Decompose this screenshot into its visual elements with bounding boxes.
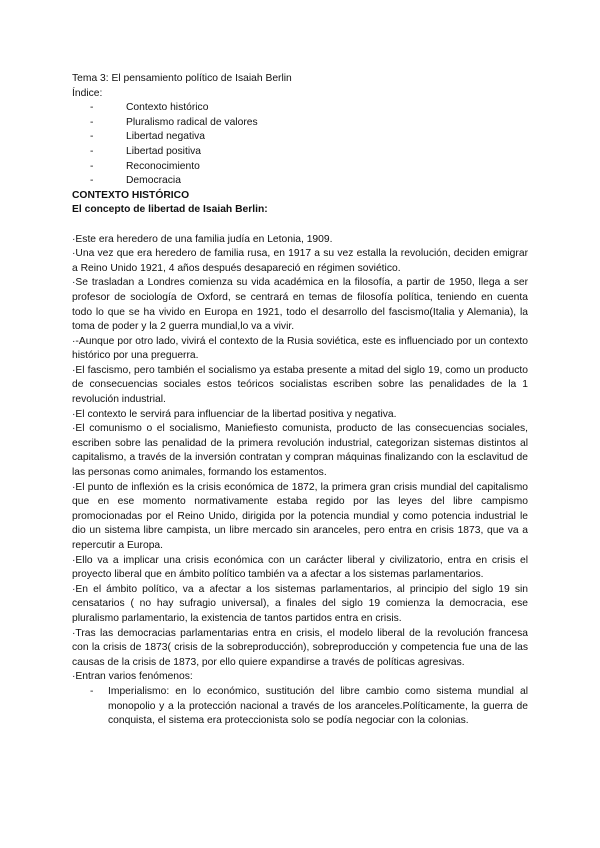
paragraph: ·Este era heredero de una familia judía en Letonia, 1909. <box>72 233 333 245</box>
paragraph: ·Una vez que era heredero de familia rusa, en 1917 a su vez estalla la revolución, deciden emigrar a Reino Unido 1921, 4 años después desapareció en régimen soviético. <box>72 248 528 274</box>
index-item <box>72 160 528 175</box>
index-item-text: Libertad positiva <box>126 145 201 157</box>
index-item <box>72 145 528 160</box>
dash-marker: - <box>90 145 94 157</box>
bullet-text: Imperialismo: en lo económico, sustitución del libre cambio como sistema mundial al monopolio y a la protección nacional a través de los aranceles.Políticamente, la guerra de conquista, el sistema era proteccionista solo se podía negociar con la colonias. <box>108 685 528 727</box>
index-item-text: Contexto histórico <box>126 102 209 114</box>
index-item <box>72 130 528 145</box>
dash-marker: - <box>90 685 94 697</box>
paragraph: ·El contexto le servirá para influenciar de la libertad positiva y negativa. <box>72 408 397 420</box>
index-item-text: Democracia <box>126 175 181 187</box>
dash-marker: - <box>90 102 94 114</box>
paragraph: ·En el ámbito político, va a afectar a los sistemas parlamentarios, al principio del siglo 19 sin censatarios ( no hay sufragio universal), a finales del siglo 19 comienza la democracia, ese pluralismo parlamentario, la existencia de tantos partidos entra en crisis. <box>72 583 528 624</box>
index-item-text: Pluralismo radical de valores <box>126 116 258 128</box>
document-title: Tema 3: El pensamiento político de Isaiah Berlin <box>72 73 292 84</box>
dash-marker: - <box>90 160 94 172</box>
paragraph: ·El comunismo o el socialismo, Maniefiesto comunista, producto de las consecuencias sociales, escriben sobre las penalidad de la primera revolución industrial, categorizan sistemas distintos al capitalismo, a través de la inversión contratan y compran máquinas finalizando con la esclavitud de las personas como animales, formando los estamentos. <box>72 423 528 479</box>
paragraph: ·El fascismo, pero también el socialismo ya estaba presente a mitad del siglo 19, como un producto de consecuencias sociales estos teóricos socialistas escriben sobre las penalidades de la 1 revolución industrial. <box>72 364 528 406</box>
index-item <box>72 174 528 189</box>
paragraph: ·-Aunque por otro lado, vivirá el contexto de la Rusia soviética, este es influenciado por un contexto histórico por una preguerra. <box>72 335 528 362</box>
section-heading: CONTEXTO HISTÓRICO <box>72 189 190 201</box>
index-item-text: Reconocimiento <box>126 160 200 172</box>
paragraph: ·Entran varios fenómenos: <box>72 671 193 683</box>
index-item <box>72 101 528 116</box>
paragraph: ·Ello va a implicar una crisis económica con un carácter liberal y civilizatorio, entra en crisis el proyecto liberal que en ámbito político también va a afectar a los sistemas parlamentarios. <box>72 554 528 581</box>
dash-marker: - <box>90 175 94 187</box>
bullet-item <box>90 685 528 729</box>
paragraph: ·Se trasladan a Londres comienza su vida académica en la filosofía, a partir de 1950, llega a ser profesor de sociología de Oxford, se centrará en temas de filosofía política, teniendo en cuenta todo lo que se ha vivido en Europa en 1921, todo el desarrollo del fascismo(Italia y Alemania), la toma de poder y la 2 guerra mundial,lo va a vivir. <box>72 277 528 333</box>
subsection-heading: El concepto de libertad de Isaiah Berlin: <box>72 204 268 216</box>
index-list <box>72 101 528 189</box>
paragraph: ·El punto de inflexión es la crisis económica de 1872, la primera gran crisis mundial del capitalismo que en ese momento normativamente estaba regido por las leyes del libre campismo promocionadas por el Reino Unido, dirigida por la potencia mundial y como potencia industrial le dio un sistema libre campista, un libre mercado sin aranceles, pero entra en crisis 1873, que va a repercutir a Europa. <box>72 481 528 551</box>
dash-marker: - <box>90 116 94 128</box>
paragraph: ·Tras las democracias parlamentarias entra en crisis, el modelo liberal de la revolución francesa con la crisis de 1873( crisis de la sobreproducción), sobreproducción y competencia fue una de las causas de la crisis de 1873, por ello quiere expandirse a través de políticas agresivas. <box>72 627 528 668</box>
index-item-text: Libertad negativa <box>126 131 206 143</box>
index-item <box>72 116 528 131</box>
document-page <box>72 72 528 729</box>
index-label: Índice: <box>72 87 103 99</box>
dash-marker: - <box>90 131 94 143</box>
blank-line <box>72 218 528 233</box>
